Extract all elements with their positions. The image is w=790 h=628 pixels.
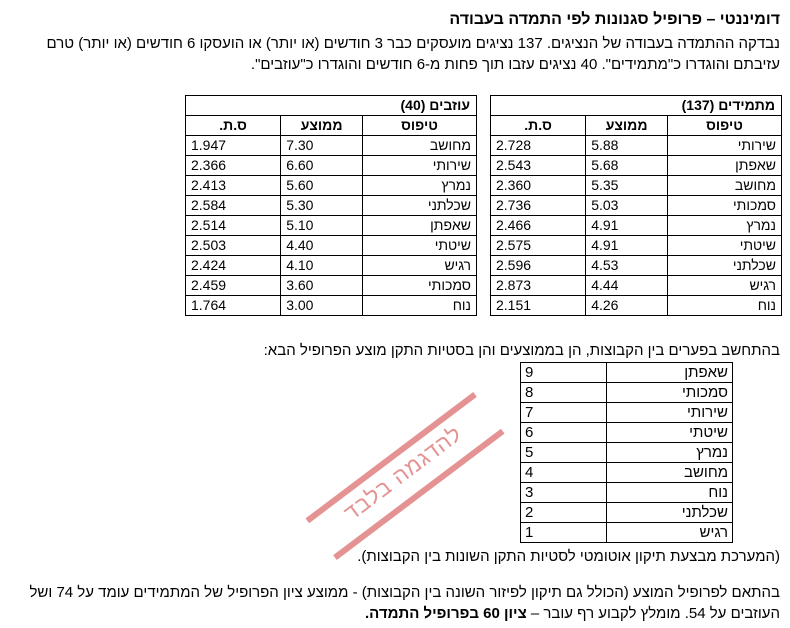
table-row <box>186 236 477 256</box>
type-cell: נמרץ <box>668 216 782 236</box>
mean-cell: 5.30 <box>281 196 363 216</box>
conclusion-paragraph <box>5 582 780 624</box>
sd-cell: 2.584 <box>186 196 281 216</box>
sd-cell: 1.947 <box>186 136 281 156</box>
table-row <box>491 176 782 196</box>
header-mean: ממוצע <box>586 116 668 136</box>
type-cell: רגיש <box>668 276 782 296</box>
sd-cell: 2.151 <box>491 296 586 316</box>
table-row <box>491 136 782 156</box>
rank-type-cell: שאפתן <box>607 363 733 383</box>
table-row <box>521 443 733 463</box>
table-row <box>521 363 733 383</box>
sd-cell: 2.543 <box>491 156 586 176</box>
table-row <box>521 463 733 483</box>
rank-value-cell: 8 <box>521 383 607 403</box>
type-cell: שירותי <box>363 156 477 176</box>
correction-note: (המערכת מבצעת תיקון אוטומטי לסטיות התקן השונות בין הקבוצות). <box>357 548 780 565</box>
mean-cell: 5.10 <box>281 216 363 236</box>
rank-value-cell: 4 <box>521 463 607 483</box>
rank-type-cell: שיטתי <box>607 423 733 443</box>
type-cell: סמכותי <box>363 276 477 296</box>
profile-ranks-table <box>520 362 733 543</box>
mean-cell: 5.88 <box>586 136 668 156</box>
rank-type-cell: שכלתני <box>607 503 733 523</box>
mean-cell: 4.91 <box>586 216 668 236</box>
type-cell: נמרץ <box>363 176 477 196</box>
table-row <box>186 256 477 276</box>
mean-cell: 4.91 <box>586 236 668 256</box>
sd-cell: 2.736 <box>491 196 586 216</box>
table-row <box>491 156 782 176</box>
type-cell: שיטתי <box>668 236 782 256</box>
table-row <box>521 423 733 443</box>
table-row <box>186 156 477 176</box>
mean-cell: 4.44 <box>586 276 668 296</box>
rank-type-cell: סמכותי <box>607 383 733 403</box>
type-cell: שירותי <box>668 136 782 156</box>
sd-cell: 2.366 <box>186 156 281 176</box>
profile-intro-paragraph: בהתחשב בפערים בין הקבוצות, הן בממוצעים והן בסטיות התקן מוצע הפרופיל הבא: <box>263 342 780 359</box>
mean-cell: 4.26 <box>586 296 668 316</box>
table-row <box>521 383 733 403</box>
rank-type-cell: מחושב <box>607 463 733 483</box>
type-cell: מחושב <box>363 136 477 156</box>
mean-cell: 5.35 <box>586 176 668 196</box>
rank-value-cell: 7 <box>521 403 607 423</box>
leavers-table <box>185 95 477 316</box>
sd-cell: 2.596 <box>491 256 586 276</box>
type-cell: רגיש <box>363 256 477 276</box>
rank-value-cell: 5 <box>521 443 607 463</box>
conclusion-bold-text: ציון 60 בפרופיל התמדה. <box>364 605 527 622</box>
conclusion-text: בהתאם לפרופיל המוצע (הכולל גם תיקון לפיזור השונה בין הקבוצות) - ממוצע ציון הפרופיל של המתמידים עומד על 74 ושל העוזבים על 54. מומלץ לקבוע רף עובר – <box>29 584 780 622</box>
table-row <box>491 256 782 276</box>
table-row <box>491 216 782 236</box>
sd-cell: 2.503 <box>186 236 281 256</box>
rank-value-cell: 6 <box>521 423 607 443</box>
mean-cell: 5.60 <box>281 176 363 196</box>
mean-cell: 6.60 <box>281 156 363 176</box>
sd-cell: 2.575 <box>491 236 586 256</box>
sd-cell: 2.424 <box>186 256 281 276</box>
table-row <box>521 403 733 423</box>
mean-cell: 4.10 <box>281 256 363 276</box>
stayers-caption: מתמידים (137) <box>491 96 782 116</box>
header-type: טיפוס <box>363 116 477 136</box>
table-row <box>186 176 477 196</box>
intro-paragraph: נבדקה ההתמדה בעבודה של הנציגים. 137 נציגים מועסקים כבר 3 חודשים (או יותר) או הועסקו 6 חודשים (או יותר) טרם עזיבתם והוגדרו כ"מתמידים". 40 נציגים עזבו תוך פחות מ-6 חודשים והוגדרו כ"עוזבים". <box>46 35 780 73</box>
type-cell: שכלתני <box>668 256 782 276</box>
table-row <box>186 276 477 296</box>
type-cell: מחושב <box>668 176 782 196</box>
type-cell: שכלתני <box>363 196 477 216</box>
mean-cell: 5.68 <box>586 156 668 176</box>
sd-cell: 2.514 <box>186 216 281 236</box>
rank-type-cell: נוח <box>607 483 733 503</box>
table-row <box>521 483 733 503</box>
rank-value-cell: 3 <box>521 483 607 503</box>
rank-value-cell: 9 <box>521 363 607 383</box>
type-cell: שאפתן <box>363 216 477 236</box>
sd-cell: 1.764 <box>186 296 281 316</box>
type-cell: סמכותי <box>668 196 782 216</box>
header-sd: ס.ת. <box>186 116 281 136</box>
sd-cell: 2.360 <box>491 176 586 196</box>
stayers-table <box>490 95 782 316</box>
table-row <box>491 196 782 216</box>
type-cell: נוח <box>668 296 782 316</box>
sd-cell: 2.466 <box>491 216 586 236</box>
table-row <box>186 296 477 316</box>
sd-cell: 2.873 <box>491 276 586 296</box>
rank-type-cell: נמרץ <box>607 443 733 463</box>
sd-cell: 2.728 <box>491 136 586 156</box>
sd-cell: 2.459 <box>186 276 281 296</box>
table-row <box>491 276 782 296</box>
mean-cell: 4.40 <box>281 236 363 256</box>
header-sd: ס.ת. <box>491 116 586 136</box>
mean-cell: 4.53 <box>586 256 668 276</box>
sd-cell: 2.413 <box>186 176 281 196</box>
type-cell: נוח <box>363 296 477 316</box>
rank-type-cell: שירותי <box>607 403 733 423</box>
table-row <box>186 216 477 236</box>
type-cell: שאפתן <box>668 156 782 176</box>
table-row <box>521 503 733 523</box>
table-row <box>491 296 782 316</box>
table-row <box>521 523 733 543</box>
rank-value-cell: 1 <box>521 523 607 543</box>
mean-cell: 3.00 <box>281 296 363 316</box>
leavers-caption: עוזבים (40) <box>186 96 477 116</box>
rank-type-cell: רגיש <box>607 523 733 543</box>
sample-watermark-stamp: להדגמה בלבד <box>305 392 504 560</box>
mean-cell: 7.30 <box>281 136 363 156</box>
table-row <box>491 236 782 256</box>
page-title: דומיננטי – פרופיל סגנונות לפי התמדה בעבודה <box>449 11 780 28</box>
rank-value-cell: 2 <box>521 503 607 523</box>
type-cell: שיטתי <box>363 236 477 256</box>
table-row <box>186 196 477 216</box>
header-mean: ממוצע <box>281 116 363 136</box>
table-row <box>186 136 477 156</box>
mean-cell: 3.60 <box>281 276 363 296</box>
header-type: טיפוס <box>668 116 782 136</box>
mean-cell: 5.03 <box>586 196 668 216</box>
